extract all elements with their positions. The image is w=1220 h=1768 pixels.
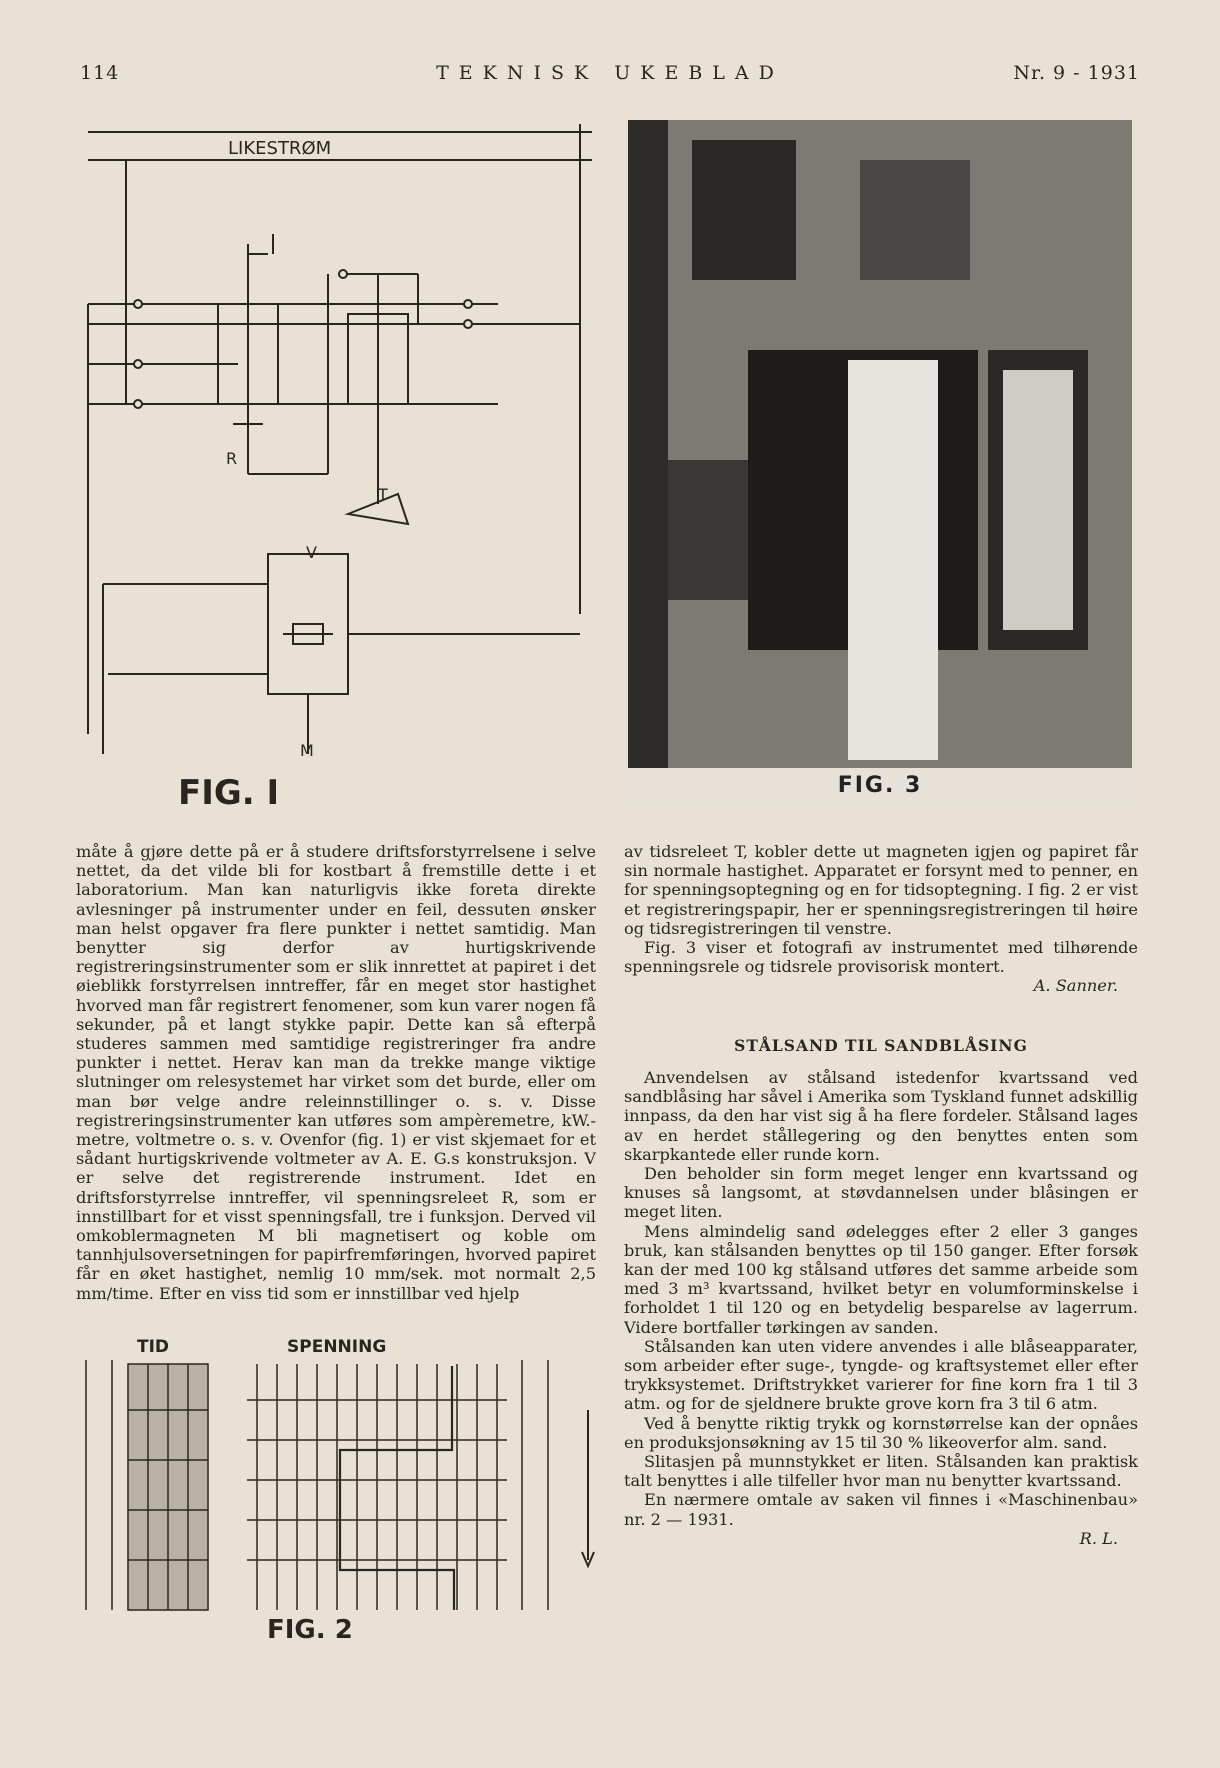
right-paragraph-7: Ved å benytte riktig trykk og kornstørrelse kan der opnåes en produksjonsøkning av 15 til 30 % likeoverfor alm. sand. — [624, 1413, 1138, 1452]
right-paragraph-5: Mens almindelig sand ødelegges efter 2 eller 3 ganges bruk, kan stålsanden benyttes op til 150 ganger. Efter forsøk kan der med 100 kg stålsand utføres det samme arbeide som med 3 m³ kvartssand, hvilket betyr en volumforminskelse i forholdet 1 til 120 og en betydelig besparelse av lagerrum. Videre bortfaller tørkingen av sanden. — [624, 1221, 1138, 1337]
left-paragraph-1: måte å gjøre dette på er å studere driftsforstyrrelsene i selve nettet, da det vilde bli for kostbart å fremstille dette i et laboratorium. Man kan naturligvis ikke foreta direkte avlesninger på instrumenter under en feil, dessuten ønsker man helst opgaver fra flere punkter i nettet samtidig. Man benytter sig derfor av hurtigskrivende registreringsinstrumenter som er slik innrettet at papiret i det øieblikk forstyrrelsen inntreffer, får en meget stor hastighet hvorved man får registrert fenomener, som kun varer nogen få sekunder, på et langt stykke papir. Dette kan så efterpå studeres sammen med samtidige registreringer fra andre punkter i nettet. Herav kan man da trekke mange viktige slutninger om relesystemet har virket som det burde, eller om man bør velge andre releinnstillinger o. s. v. Disse registreringsinstrumenter kan utføres som ampèremetre, kW.-metre, voltmetre o. s. v. Ovenfor (fig. 1) er vist skjemaet for et sådant hurtigskrivende voltmeter av A. E. G.s konstruksjon. V er selve det registrerende instrument. Idet en driftsforstyrrelse inntreffer, vil spenningsreleet R, som er innstillbart for et visst spenningsfall, tre i funksjon. Derved vil omkoblermagneten M bli magnetisert og koble om tannhjulsoversetningen for papirfremføringen, hvorved papiret får en øket hastighet, nemlig 10 mm/sek. mot normalt 2,5 mm/time. Efter en viss tid som er innstillbar ved hjelp — [76, 842, 596, 1303]
fig1-caption: FIG. I — [178, 773, 280, 813]
issue-number: Nr. 9 - 1931 — [1013, 62, 1140, 84]
fig1-label-m: M — [300, 741, 314, 760]
right-column-top — [624, 842, 1138, 996]
right-paragraph-3: Anvendelsen av stålsand istedenfor kvartssand ved sandblåsing har såvel i Amerika som Tyskland funnet adskillig innpass, da den har vist sig å ha flere fordeler. Stålsand lages av en herdet stållegering og den benyttes enten som skarpkantede eller runde korn. — [624, 1068, 1138, 1164]
figure-2-recording-paper — [82, 1330, 596, 1650]
fig1-label-r: R — [226, 449, 238, 468]
right-paragraph-9: En nærmere omtale av saken vil finnes i «Maschinenbau» nr. 2 — 1931. — [624, 1490, 1138, 1529]
right-paragraph-8: Slitasjen på munnstykket er liten. Stålsanden kan praktisk talt benyttes i alle tilfeller hvor man nu benytter kvartssand. — [624, 1452, 1138, 1491]
signature-sanner: A. Sanner. — [1033, 976, 1118, 996]
right-paragraph-6: Stålsanden kan uten videre anvendes i alle blåseapparater, som arbeider efter suge-, tyngde- og kraftsystemet eller efter trykksystemet. Driftstrykket varierer for fine korn fra 1 til 3 atm. og for de sjeldnere brukte grove korn fra 3 til 6 atm. — [624, 1336, 1138, 1414]
fig1-label-likestrom: LIKESTRØM — [228, 138, 332, 159]
fig3-caption: FIG. 3 — [628, 768, 1132, 802]
photo-image — [628, 120, 1132, 768]
left-column — [76, 842, 596, 1303]
page-number: 114 — [80, 62, 120, 84]
fig2-label-tid: TID — [137, 1337, 170, 1357]
right-paragraph-2: Fig. 3 viser et fotografi av instrumentet med tilhørende spenningsrele og tidsrele provisorisk montert. — [624, 938, 1138, 977]
figure-1-circuit-diagram — [78, 114, 598, 814]
signature-rl: R. L. — [1079, 1528, 1118, 1548]
journal-title: TEKNISK UKEBLAD — [436, 62, 784, 84]
fig2-caption: FIG. 2 — [267, 1615, 353, 1645]
fig2-label-spenning: SPENNING — [287, 1337, 387, 1357]
right-column-article — [624, 1068, 1138, 1548]
figure-3-photograph — [628, 120, 1132, 802]
article-subtitle: STÅLSAND TIL SANDBLÅSING — [734, 1036, 1028, 1055]
fig1-label-v: V — [306, 543, 317, 562]
fig1-label-t: T — [378, 485, 388, 504]
right-paragraph-4: Den beholder sin form meget lenger enn kvartssand og knuses så langsomt, at støvdannelsen under blåsingen er meget liten. — [624, 1164, 1138, 1222]
right-paragraph-1: av tidsreleet T, kobler dette ut magneten igjen og papiret får sin normale hastighet. Apparatet er forsynt med to penner, en for spenningsoptegning og en for tidsoptegning. I fig. 2 er vist et registreringspapir, her er spenningsregistreringen til høire og tidsregistreringen til venstre. — [624, 842, 1138, 938]
